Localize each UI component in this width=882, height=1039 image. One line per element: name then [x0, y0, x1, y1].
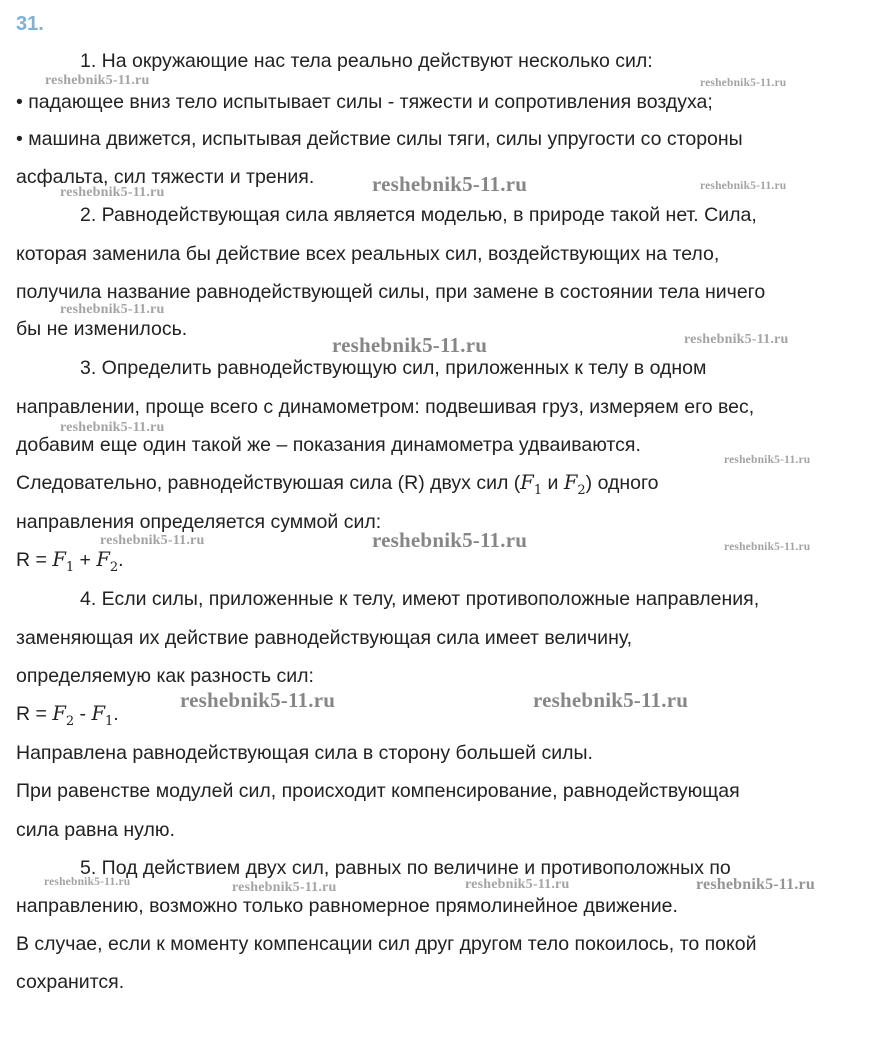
watermark: reshebnik5-11.ru	[372, 528, 528, 552]
watermark: reshebnik5-11.ru	[465, 877, 570, 892]
watermark: reshebnik5-11.ru	[332, 333, 488, 357]
paragraph-1-bullet-2-cont: асфальта, сил тяжести и трения.	[16, 166, 315, 188]
watermark: reshebnik5-11.ru	[60, 185, 165, 200]
paragraph-3-line-3: добавим еще один такой же – показания динамометра удваиваются.	[16, 434, 641, 456]
paragraph-5-line-2: направлению, возможно только равномерное прямолинейное движение.	[16, 895, 678, 917]
paragraph-4-line-7: сила равна нулю.	[16, 819, 175, 841]
paragraph-3-line-2: направлении, проще всего с динамометром: подвешивая груз, измеряем его вес,	[16, 396, 755, 418]
force-f1: $F_1$	[52, 548, 75, 575]
force-f2: $F_2$	[52, 702, 75, 729]
force-f2: $F_2$	[563, 471, 586, 498]
paragraph-2-line-1: 2. Равнодействующая сила является моделью, в природе такой нет. Сила,	[80, 204, 757, 226]
watermark: reshebnik5-11.ru	[684, 332, 789, 347]
task-number-heading: 31.	[16, 13, 44, 35]
watermark: reshebnik5-11.ru	[44, 876, 131, 888]
watermark: reshebnik5-11.ru	[60, 420, 165, 435]
watermark: reshebnik5-11.ru	[700, 77, 787, 89]
watermark: reshebnik5-11.ru	[45, 73, 150, 88]
text-part: R =	[16, 703, 53, 725]
text-part: .	[113, 703, 119, 725]
watermark: reshebnik5-11.ru	[724, 541, 811, 553]
text-part: и	[542, 472, 564, 494]
paragraph-2-line-2: которая заменила бы действие всех реальных сил, воздействующих на тело,	[16, 243, 720, 265]
paragraph-4-line-6: При равенстве модулей сил, происходит компенсирование, равнодействующая	[16, 780, 740, 802]
paragraph-4-line-2: заменяющая их действие равнодействующая сила имеет величину,	[16, 627, 633, 649]
watermark: reshebnik5-11.ru	[700, 180, 787, 192]
paragraph-1-line: 1. На окружающие нас тела реально действуют несколько сил:	[80, 50, 653, 72]
paragraph-4-line-1: 4. Если силы, приложенные к телу, имеют противоположные направления,	[80, 588, 760, 610]
force-f1: $F_1$	[91, 702, 114, 729]
paragraph-2-line-3: получила название равнодействующей силы, при замене в состоянии тела ничего	[16, 281, 766, 303]
paragraph-3-line-1: 3. Определить равнодействующую сил, приложенных к телу в одном	[80, 357, 707, 379]
watermark: reshebnik5-11.ru	[60, 302, 165, 317]
watermark: reshebnik5-11.ru	[100, 533, 205, 548]
paragraph-1-bullet-2: • машина движется, испытывая действие силы тяги, силы упругости со стороны	[16, 128, 743, 150]
paragraph-4-line-5: Направлена равнодействующая сила в сторону большей силы.	[16, 742, 593, 764]
paragraph-1-bullet-1: • падающее вниз тело испытывает силы - тяжести и сопротивления воздуха;	[16, 91, 713, 113]
watermark: reshebnik5-11.ru	[180, 688, 336, 712]
force-f1: $F_1$	[520, 471, 543, 498]
text-part: +	[74, 549, 97, 571]
watermark: reshebnik5-11.ru	[533, 688, 689, 712]
watermark: reshebnik5-11.ru	[724, 454, 811, 466]
paragraph-4-line-3: определяемую как разность сил:	[16, 665, 314, 687]
formula-difference	[16, 701, 119, 735]
text-part: -	[74, 703, 92, 725]
watermark: reshebnik5-11.ru	[696, 876, 815, 893]
paragraph-5-line-3: В случае, если к моменту компенсации сил друг другом тело покоилось, то покой	[16, 933, 757, 955]
text-part: Следовательно, равнодействуюшая сила (R) двух сил (	[16, 472, 521, 494]
paragraph-5-line-1: 5. Под действием двух сил, равных по величине и противоположных по	[80, 857, 731, 879]
text-part: R =	[16, 549, 53, 571]
watermark: reshebnik5-11.ru	[232, 880, 337, 895]
text-part: .	[118, 549, 124, 571]
paragraph-5-line-4: сохранится.	[16, 971, 125, 993]
formula-sum	[16, 547, 124, 581]
paragraph-3-line-4	[16, 470, 659, 504]
paragraph-2-line-4: бы не изменилось.	[16, 318, 188, 340]
paragraph-3-line-5: направления определяется суммой сил:	[16, 511, 382, 533]
watermark: reshebnik5-11.ru	[372, 172, 528, 196]
force-f2: $F_2$	[96, 548, 119, 575]
text-part: ) одного	[585, 472, 659, 494]
